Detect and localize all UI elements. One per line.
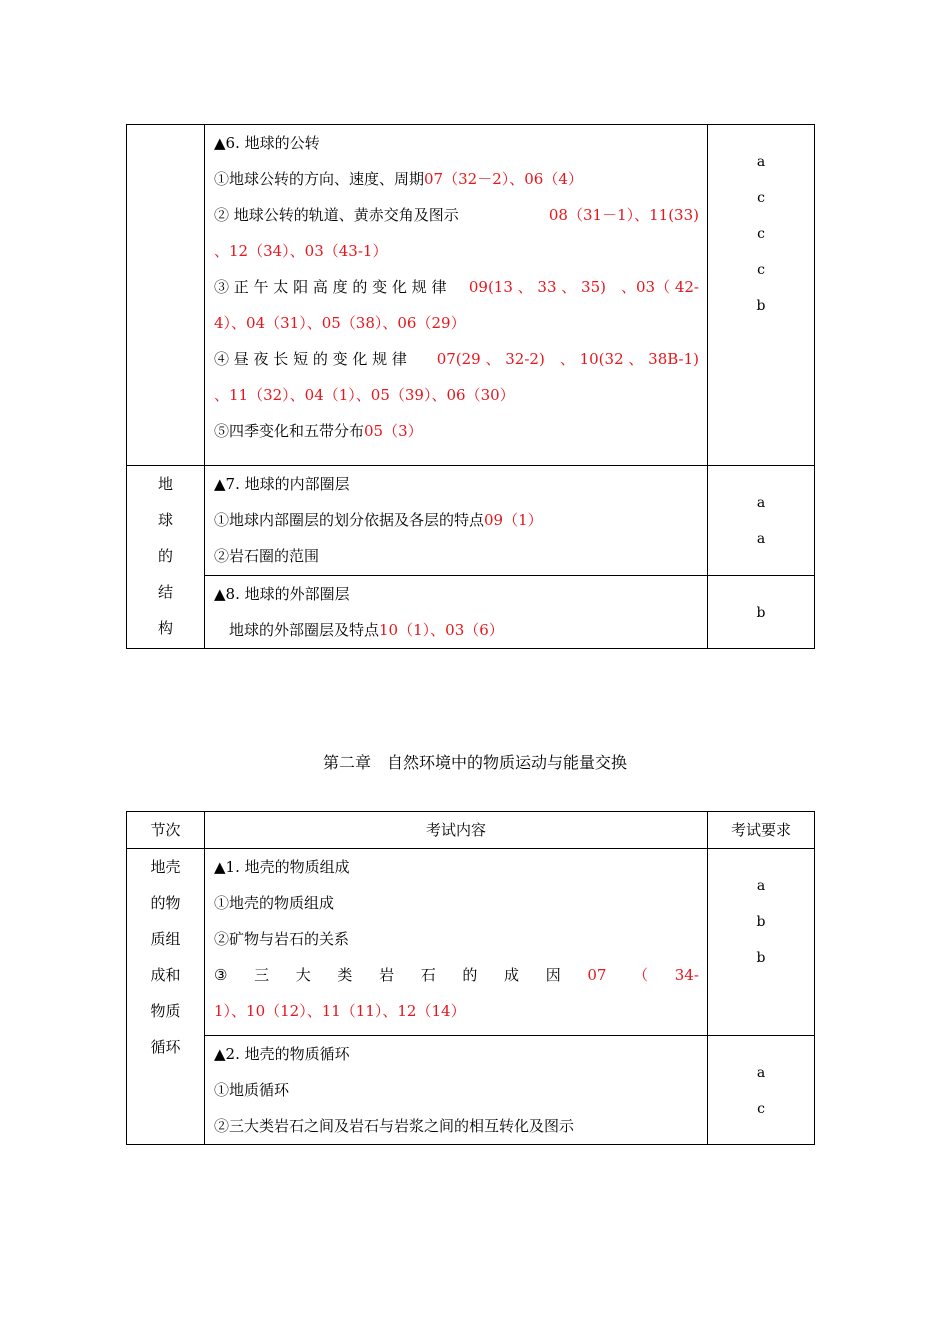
section-label-crust-material: 地壳 的物 质组 成和 物质 循环 (127, 849, 205, 1145)
item-8-requirements (708, 576, 815, 649)
item-6-line-5: ⑤四季变化和五带分布05（3） (214, 422, 423, 440)
requirement-level: a (756, 531, 766, 547)
item-7-title: ▲7. 地球的内部圈层 (214, 475, 350, 493)
item-6-title: ▲6. 地球的公转 (214, 134, 320, 152)
item-1-title: ▲1. 地壳的物质组成 (214, 858, 350, 876)
requirement-level: c (757, 262, 765, 278)
header-requirement: 考试要求 (708, 812, 815, 849)
requirement-level: a (756, 878, 766, 894)
item-1-content (205, 849, 708, 1036)
requirement-level: b (756, 298, 766, 314)
requirement-level: b (756, 950, 766, 966)
item-6-line-2: ② 地球公转的轨道、黄赤交角及图示 08（31－1）、11(33) (214, 206, 699, 224)
header-content: 考试内容 (205, 812, 708, 849)
item-6-line-1: ①地球公转的方向、速度、周期07（32－2）、06（4） (214, 170, 583, 188)
item-6-line-4b: 、11（32）、04（1）、05（39）、06（30） (214, 386, 515, 404)
requirement-level: c (757, 1101, 765, 1117)
requirement-level: c (757, 190, 765, 206)
item-2-title: ▲2. 地壳的物质循环 (214, 1045, 350, 1063)
item-8-line-1: 地球的外部圈层及特点10（1）、03（6） (214, 621, 504, 639)
item-1-line-3b: 1）、10（12）、11（11）、12（14） (214, 1002, 466, 1020)
item-1-requirements (708, 849, 815, 1036)
requirement-level: b (756, 605, 766, 621)
chapter-title: 第二章 自然环境中的物质运动与能量交换 (322, 753, 627, 772)
item-6-requirements (708, 125, 815, 466)
item-8-content (205, 576, 708, 649)
item-2-content (205, 1036, 708, 1145)
item-6-line-4: ④ 昼 夜 长 短 的 变 化 规 律 07(29 、 32-2) 、 10(32 、 38B-1) (214, 350, 699, 368)
requirement-level: a (756, 1065, 766, 1081)
item-6-line-2b: 、12（34）、03（43-1） (214, 242, 388, 260)
requirement-level: a (756, 154, 766, 170)
item-2-line-2: ②三大类岩石之间及岩石与岩浆之间的相互转化及图示 (214, 1117, 575, 1135)
requirement-level: c (757, 226, 765, 242)
item-1-line-2: ②矿物与岩石的关系 (214, 930, 350, 948)
exam-outline-table-1 (126, 124, 815, 649)
item-7-line-2: ②岩石圈的范围 (214, 547, 320, 565)
item-7-requirements (708, 466, 815, 576)
header-section: 节次 (127, 812, 205, 849)
item-8-title: ▲8. 地球的外部圈层 (214, 585, 350, 603)
section-cell-blank (127, 125, 205, 466)
item-2-requirements (708, 1036, 815, 1145)
item-1-line-3: ③ 三 大 类 岩 石 的 成 因 07 （ 34- (214, 966, 699, 984)
item-6-line-3: ③ 正 午 太 阳 高 度 的 变 化 规 律 09(13 、 33 、 35) 、03（ 42- (214, 278, 699, 296)
item-7-content (205, 466, 708, 576)
requirement-level: a (756, 495, 766, 511)
section-label-earth-structure: 地 球 的 结 构 (127, 466, 205, 649)
item-1-line-1: ①地壳的物质组成 (214, 894, 335, 912)
item-6-line-3b: 4）、04（31）、05（38）、06（29） (214, 314, 466, 332)
item-2-line-1: ①地质循环 (214, 1081, 290, 1099)
exam-outline-table-2 (126, 811, 815, 1145)
item-6-content (205, 125, 708, 466)
requirement-level: b (756, 914, 766, 930)
item-7-line-1: ①地球内部圈层的划分依据及各层的特点09（1） (214, 511, 543, 529)
